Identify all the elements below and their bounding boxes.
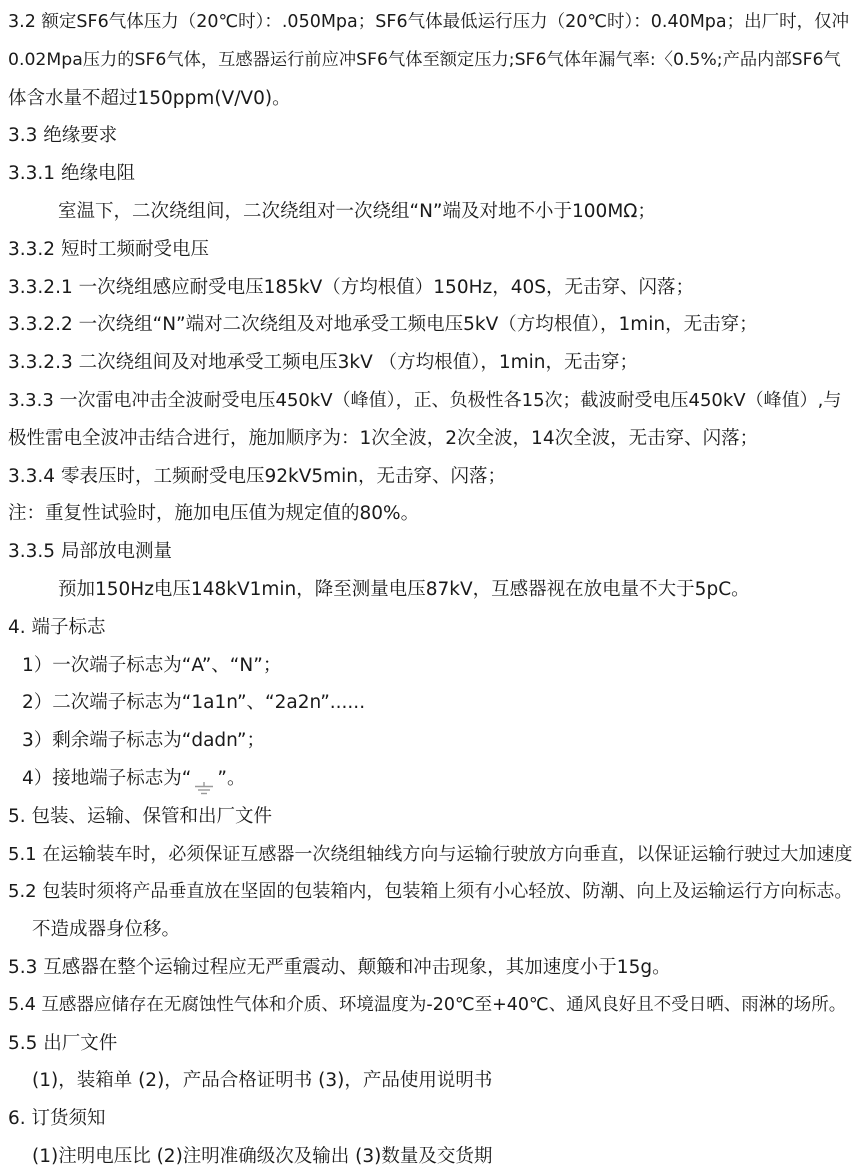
section-3-3-3-line-1: 3.3.3 一次雷电冲击全波耐受电压450kV（峰值），正、负极性各15次；截波耐受电压450kV（峰值）,与 bbox=[8, 389, 842, 411]
ground-symbol-icon bbox=[193, 772, 215, 786]
terminal-item-4-suffix: ”。 bbox=[217, 767, 246, 789]
terminal-item-1: 1）一次端子标志为“A”、“N”； bbox=[22, 654, 282, 676]
section-6-heading: 6. 订货须知 bbox=[8, 1108, 106, 1130]
section-3-3-2-3: 3.3.2.3 二次绕组间及对地承受工频电压3kV （方均根值），1min，无击穿； bbox=[8, 352, 639, 374]
section-5-4: 5.4 互感器应储存在无腐蚀性气体和介质、环境温度为-20℃至+40℃、通风良好且不受日晒、雨淋的场所。 bbox=[8, 994, 847, 1015]
section-6-body: (1)注明电压比 (2)注明准确级次及输出 (3)数量及交货期 bbox=[32, 1145, 493, 1167]
section-4-heading: 4. 端子标志 bbox=[8, 616, 106, 638]
section-3-2-line-3: 体含水量不超过150ppm(V/V0)。 bbox=[8, 87, 291, 109]
section-5-1: 5.1 在运输装车时，必须保证互感器一次绕组轴线方向与运输行驶放方向垂直，以保证运输行驶过大加速度 bbox=[8, 843, 852, 865]
section-3-3-2-heading: 3.3.2 短时工频耐受电压 bbox=[8, 238, 209, 260]
section-3-3-3-line-2: 极性雷电全波冲击结合进行，施加顺序为：1次全波，2次全波，14次全波，无击穿、闪落； bbox=[8, 427, 759, 449]
section-5-5-body: (1)，装箱单 (2)，产品合格证明书 (3)，产品使用说明书 bbox=[32, 1070, 493, 1092]
section-3-2-line-1: 3.2 额定SF6气体压力（20℃时）：.050Mpa；SF6气体最低运行压力（20℃时）：0.40Mpa；出厂时，仅冲 bbox=[8, 12, 850, 32]
section-5-3: 5.3 互感器在整个运输过程应无严重震动、颠簸和冲击现象，其加速度小于15g。 bbox=[8, 956, 671, 978]
section-5-heading: 5. 包装、运输、保管和出厂文件 bbox=[8, 805, 273, 827]
note-line: 注：重复性试验时，施加电压值为规定值的80%。 bbox=[8, 503, 420, 525]
section-3-3-5-body: 预加150Hz电压148kV1min，降至测量电压87kV，互感器视在放电量不大于5pC。 bbox=[58, 578, 750, 600]
section-3-3-heading: 3.3 绝缘要求 bbox=[8, 125, 118, 147]
terminal-item-4-prefix: 4）接地端子标志为“ bbox=[22, 767, 192, 789]
section-3-2-line-2: 0.02Mpa压力的SF6气体，互感器运行前应冲SF6气体至额定压力;SF6气体年漏气率:〈0.5%;产品内部SF6气 bbox=[8, 49, 841, 70]
section-3-3-1-heading: 3.3.1 绝缘电阻 bbox=[8, 163, 135, 185]
section-3-3-5-heading: 3.3.5 局部放电测量 bbox=[8, 541, 172, 563]
section-5-5-heading: 5.5 出厂文件 bbox=[8, 1032, 118, 1054]
section-3-3-1-body: 室温下，二次绕组间，二次绕组对一次绕组“N”端及对地不小于100MΩ； bbox=[58, 200, 656, 222]
section-5-2-line-2: 不造成器身位移。 bbox=[32, 919, 181, 941]
section-5-2-line-1: 5.2 包装时须将产品垂直放在坚固的包装箱内，包装箱上须有小心轻放、防潮、向上及运输运行方向标志。 bbox=[8, 881, 852, 903]
terminal-item-2: 2）二次端子标志为“1a1n”、“2a2n”...... bbox=[22, 692, 366, 714]
section-3-3-4: 3.3.4 零表压时，工频耐受电压92kV5min，无击穿、闪落； bbox=[8, 465, 507, 487]
terminal-item-3: 3）剩余端子标志为“dadn”； bbox=[22, 730, 265, 752]
section-3-3-2-2: 3.3.2.2 一次绕组“N”端对二次绕组及对地承受工频电压5kV（方均根值），1min，无击穿； bbox=[8, 314, 758, 336]
section-3-3-2-1: 3.3.2.1 一次绕组感应耐受电压185kV（方均根值）150Hz，40S，无击穿、闪落； bbox=[8, 276, 695, 298]
terminal-item-4 bbox=[8, 760, 852, 798]
